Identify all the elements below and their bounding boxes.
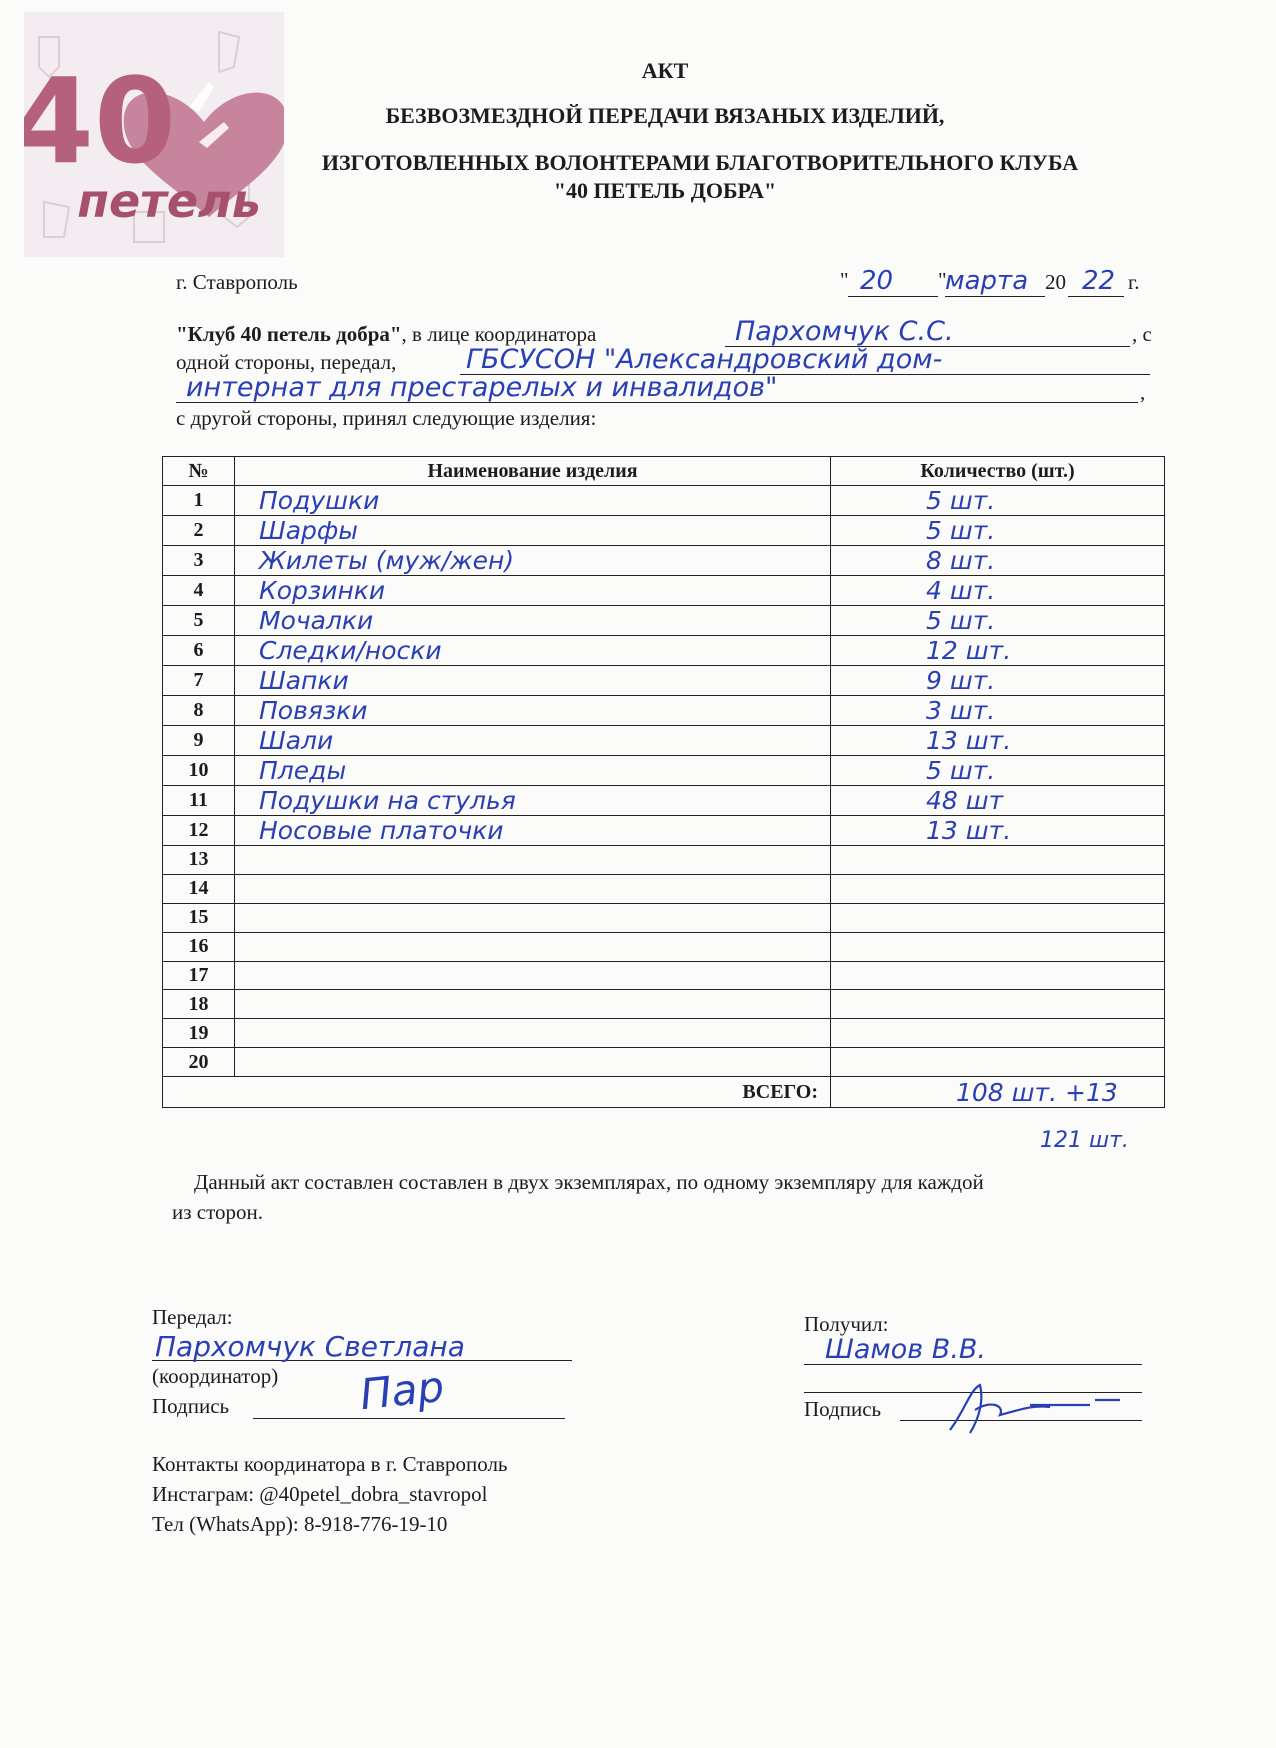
row-number: 8 xyxy=(163,696,235,726)
row-number: 15 xyxy=(163,903,235,932)
row-number: 17 xyxy=(163,961,235,990)
row-number: 13 xyxy=(163,846,235,875)
doc-subtitle-1: БЕЗВОЗМЕЗДНОЙ ПЕРЕДАЧИ ВЯЗАНЫХ ИЗДЕЛИЙ, xyxy=(385,103,945,128)
row-quantity xyxy=(831,932,1165,961)
row-quantity xyxy=(831,874,1165,903)
table-row xyxy=(163,576,1165,606)
table-header-row xyxy=(163,457,1165,486)
contacts-instagram: Инстаграм: @40petel_dobra_stavropol xyxy=(152,1482,488,1506)
row-item-name: Носовые платочки xyxy=(235,816,831,846)
right-signature-mark xyxy=(930,1375,1130,1445)
table-row xyxy=(163,961,1165,990)
row-quantity: 5 шт. xyxy=(831,606,1165,636)
header-num: № xyxy=(163,457,235,486)
row-item-name xyxy=(235,874,831,903)
table-row xyxy=(163,486,1165,516)
table-row xyxy=(163,1048,1165,1077)
date-open-quote: " xyxy=(840,268,849,292)
table-row xyxy=(163,546,1165,576)
row-number: 1 xyxy=(163,486,235,516)
header-name: Наименование изделия xyxy=(235,457,831,486)
closing-line-1: Данный акт составлен составлен в двух экземплярах, по одному экземпляру для каждой xyxy=(194,1170,984,1194)
row-quantity: 4 шт. xyxy=(831,576,1165,606)
contacts-phone: Тел (WhatsApp): 8-918-776-19-10 xyxy=(152,1512,448,1536)
row-number: 7 xyxy=(163,666,235,696)
table-row xyxy=(163,846,1165,875)
date-year-suffix: 22 xyxy=(1082,266,1116,296)
row-number: 18 xyxy=(163,990,235,1019)
row-item-name xyxy=(235,846,831,875)
table-row xyxy=(163,666,1165,696)
row-item-name: Повязки xyxy=(235,696,831,726)
row-item-name: Подушки xyxy=(235,486,831,516)
table-row xyxy=(163,696,1165,726)
date-year-prefix: 20 xyxy=(1045,270,1066,294)
row-number: 2 xyxy=(163,516,235,546)
row-item-name xyxy=(235,932,831,961)
row-quantity xyxy=(831,990,1165,1019)
table-row xyxy=(163,816,1165,846)
logo-graphic xyxy=(24,12,284,257)
row-number: 14 xyxy=(163,874,235,903)
date-close-quote: " xyxy=(938,268,947,292)
row-number: 3 xyxy=(163,546,235,576)
logo-number: 40 xyxy=(24,52,177,190)
table-row xyxy=(163,726,1165,756)
row-quantity: 12 шт. xyxy=(831,636,1165,666)
table-row xyxy=(163,516,1165,546)
grand-total-note: 121 шт. xyxy=(1040,1128,1129,1153)
date-year-unit: г. xyxy=(1128,270,1140,294)
closing-line-2: из сторон. xyxy=(172,1200,263,1224)
city: г. Ставрополь xyxy=(176,270,298,294)
date-month: марта xyxy=(945,266,1029,296)
intro-line-3: с другой стороны, принял следующие изделия: xyxy=(176,406,597,430)
left-signer-role: (координатор) xyxy=(152,1364,279,1388)
row-quantity: 5 шт. xyxy=(831,516,1165,546)
row-quantity: 13 шт. xyxy=(831,816,1165,846)
club-logo xyxy=(24,12,284,257)
left-signer-name: Пархомчук Светлана xyxy=(155,1330,465,1363)
row-item-name xyxy=(235,990,831,1019)
club-name: "Клуб 40 петель добра" xyxy=(176,322,402,346)
row-number: 10 xyxy=(163,756,235,786)
row-number: 12 xyxy=(163,816,235,846)
row-item-name: Жилеты (муж/жен) xyxy=(235,546,831,576)
row-item-name xyxy=(235,903,831,932)
row-item-name: Мочалки xyxy=(235,606,831,636)
row-quantity xyxy=(831,1048,1165,1077)
doc-title: АКТ xyxy=(641,58,689,83)
row-quantity: 8 шт. xyxy=(831,546,1165,576)
intro-comma-c: , с xyxy=(1132,322,1152,346)
row-number: 11 xyxy=(163,786,235,816)
doc-subtitle-3: "40 ПЕТЕЛЬ ДОБРА" xyxy=(553,178,777,203)
left-sign-label: Передал: xyxy=(152,1305,233,1329)
row-item-name xyxy=(235,961,831,990)
left-sign-field-label: Подпись xyxy=(152,1394,230,1418)
table-row xyxy=(163,636,1165,666)
table-row xyxy=(163,756,1165,786)
row-quantity: 48 шт xyxy=(831,786,1165,816)
table-row xyxy=(163,786,1165,816)
intro-text-1: , в лице координатора xyxy=(401,322,597,346)
header-qty: Количество (шт.) xyxy=(831,457,1165,486)
row-item-name xyxy=(235,1048,831,1077)
recipient-line-2: интернат для престарелых и инвалидов" xyxy=(186,372,778,403)
row-quantity: 5 шт. xyxy=(831,756,1165,786)
row-item-name xyxy=(235,1019,831,1048)
row-quantity: 5 шт. xyxy=(831,486,1165,516)
intro-line-2: одной стороны, передал, xyxy=(176,350,397,374)
logo-word: петель xyxy=(77,174,261,228)
row-item-name: Подушки на стулья xyxy=(235,786,831,816)
row-number: 9 xyxy=(163,726,235,756)
date-day: 20 xyxy=(860,266,894,296)
row-quantity: 3 шт. xyxy=(831,696,1165,726)
table-row xyxy=(163,874,1165,903)
row-item-name: Корзинки xyxy=(235,576,831,606)
row-item-name: Шарфы xyxy=(235,516,831,546)
contacts-line-1: Контакты координатора в г. Ставрополь xyxy=(152,1452,508,1476)
table-row xyxy=(163,903,1165,932)
row-number: 6 xyxy=(163,636,235,666)
recipient-line-1: ГБСУСОН "Александровский дом- xyxy=(466,344,943,375)
row-quantity: 9 шт. xyxy=(831,666,1165,696)
row-quantity: 13 шт. xyxy=(831,726,1165,756)
table-row xyxy=(163,606,1165,636)
doc-subtitle-2: ИЗГОТОВЛЕННЫХ ВОЛОНТЕРАМИ БЛАГОТВОРИТЕЛЬНОГО КЛУБА xyxy=(321,150,1079,175)
row-item-name: Шали xyxy=(235,726,831,756)
total-row xyxy=(163,1077,1165,1108)
row-item-name: Шапки xyxy=(235,666,831,696)
right-signer-name: Шамов В.В. xyxy=(825,1334,987,1365)
row-number: 20 xyxy=(163,1048,235,1077)
row-number: 16 xyxy=(163,932,235,961)
row-item-name: Следки/носки xyxy=(235,636,831,666)
total-label: ВСЕГО: xyxy=(163,1077,831,1108)
row-quantity xyxy=(831,903,1165,932)
table-row xyxy=(163,1019,1165,1048)
row-quantity xyxy=(831,1019,1165,1048)
row-number: 5 xyxy=(163,606,235,636)
row-number: 19 xyxy=(163,1019,235,1048)
table-row xyxy=(163,990,1165,1019)
right-sign-label: Получил: xyxy=(804,1312,889,1336)
right-sign-field-label: Подпись xyxy=(804,1397,882,1421)
total-value: 108 шт. +13 xyxy=(831,1077,1165,1108)
row-item-name: Пледы xyxy=(235,756,831,786)
row-number: 4 xyxy=(163,576,235,606)
intro-comma: , xyxy=(1140,380,1146,404)
table-row xyxy=(163,932,1165,961)
row-quantity xyxy=(831,846,1165,875)
coordinator-name: Пархомчук С.С. xyxy=(735,316,954,347)
left-signature-mark: Пар xyxy=(357,1361,447,1420)
row-quantity xyxy=(831,961,1165,990)
items-table xyxy=(162,456,1165,1108)
